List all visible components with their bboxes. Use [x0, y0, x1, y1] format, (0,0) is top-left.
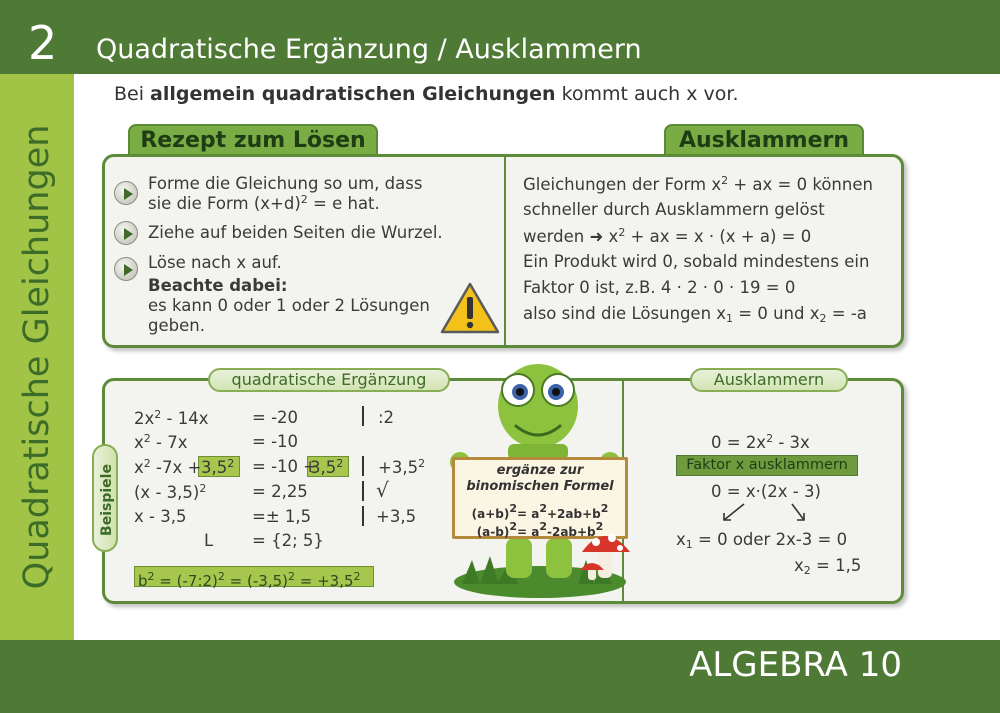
ex-row-3-op: $+3,5^2$	[378, 457, 426, 477]
factoring-line-5: Faktor 0 ist, z.B. 4 · 2 · 0 · 19 = 0	[523, 278, 796, 297]
factoring-tab: Ausklammern	[664, 124, 864, 156]
mushroom-icon	[578, 526, 638, 584]
factoring-line-6: also sind die Lösungen $x_1 = 0$ und $x_2 = -a$	[523, 304, 867, 325]
ex-row-2-rhs: = -10	[252, 432, 299, 451]
footer-label: ALGEBRA 10	[689, 645, 902, 685]
ex-row-1-op: :2	[378, 408, 395, 427]
arrow-icon	[716, 502, 812, 524]
op-separator	[362, 481, 364, 501]
ak-solution-1: $x_1 = 0$ oder 2x-3 = 0	[676, 530, 848, 551]
ex-row-6-lhs: L	[204, 531, 214, 550]
ex-row-4-rhs: = 2,25	[252, 482, 308, 501]
factoring-line-2: schneller durch Ausklammern gelöst	[523, 200, 825, 219]
ex-row-5-lhs: x - 3,5	[134, 507, 187, 526]
ex-row-5-op: +3,5	[376, 507, 417, 526]
play-icon	[114, 257, 138, 281]
examples-side-label: Beispiele	[92, 444, 118, 552]
ex-row-2-lhs: $x^2 - 7x$	[134, 432, 188, 452]
op-separator	[362, 456, 364, 476]
recipe-step-1-line-1: Forme die Gleichung so um, dass	[148, 174, 423, 193]
ex-row-3-lhs: $x^2$ -7x +	[134, 457, 202, 477]
b-squared-formula: $b^2$ = (-7:2)$^2$ = $(-3,5)^2 = +3,5^2$	[134, 566, 374, 587]
ak-solution-2: $x_2 = 1,5$	[794, 556, 862, 577]
vertical-title: Quadratische Gleichungen	[17, 124, 57, 590]
ex-row-4-lhs: (x - 3,5)$^2$	[134, 482, 207, 502]
note-line-1: es kann 0 oder 1 oder 2 Lösungen	[148, 296, 430, 315]
play-icon	[114, 181, 138, 205]
factoring-line-1: Gleichungen der Form $x^2$ + ax = 0 können	[523, 174, 873, 194]
factoring-line-3: werden ➜ $x^2$ + ax = x · (x + a) = 0	[523, 226, 812, 246]
ex-row-1-lhs: $2x^2 - 14x$	[134, 408, 209, 428]
chapter-number: 2	[28, 16, 58, 70]
note-line-2: geben.	[148, 316, 205, 335]
recipe-tab: Rezept zum Lösen	[128, 124, 378, 156]
panel-divider	[504, 157, 506, 345]
ex-row-5-rhs: =± 1,5	[252, 507, 312, 526]
intro-text: Bei allgemein quadratischen Gleichungen kommt auch x vor.	[114, 83, 739, 105]
ex-row-3-addend: $3,5^2$	[201, 457, 235, 477]
factor-out-label: Faktor x ausklammern	[676, 455, 858, 476]
op-separator	[362, 506, 364, 526]
page-title: Quadratische Ergänzung / Ausklammern	[96, 34, 642, 65]
binomial-formula-2: $(a-b)^2= a^2-2ab+b^2$	[476, 520, 604, 539]
ex-row-3-rhs: = -10 +	[252, 457, 318, 476]
play-icon	[114, 221, 138, 245]
recipe-step-2: Ziehe auf beiden Seiten die Wurzel.	[148, 223, 443, 242]
factoring-line-4: Ein Produkt wird 0, sobald mindestens ein	[523, 252, 870, 271]
ex-row-1-rhs: = -20	[252, 408, 299, 427]
recipe-step-3: Löse nach x auf.	[148, 253, 282, 272]
note-label: Beachte dabei:	[148, 276, 288, 295]
recipe-step-1-line-2: sie die Form $(x+d)^2 = e$ hat.	[148, 193, 380, 213]
ak-equation: $0 = 2x^2 - 3x$	[711, 432, 810, 452]
binomial-formula-1: $(a+b)^2= a^2+2ab+b^2$	[471, 502, 609, 521]
ex-row-4-op: √	[376, 478, 389, 502]
factoring-example-label: Ausklammern	[690, 368, 848, 392]
ex-row-3-rhs-addend: $3,5^2$	[310, 457, 344, 477]
ak-product: 0 = x·(2x - 3)	[711, 482, 821, 501]
sign-title: ergänze zur binomischen Formel	[466, 463, 614, 495]
op-separator	[362, 406, 364, 426]
ex-row-6-rhs: = {2; 5}	[252, 531, 324, 550]
warning-icon	[440, 282, 500, 334]
completing-square-label: quadratische Ergänzung	[208, 368, 450, 392]
